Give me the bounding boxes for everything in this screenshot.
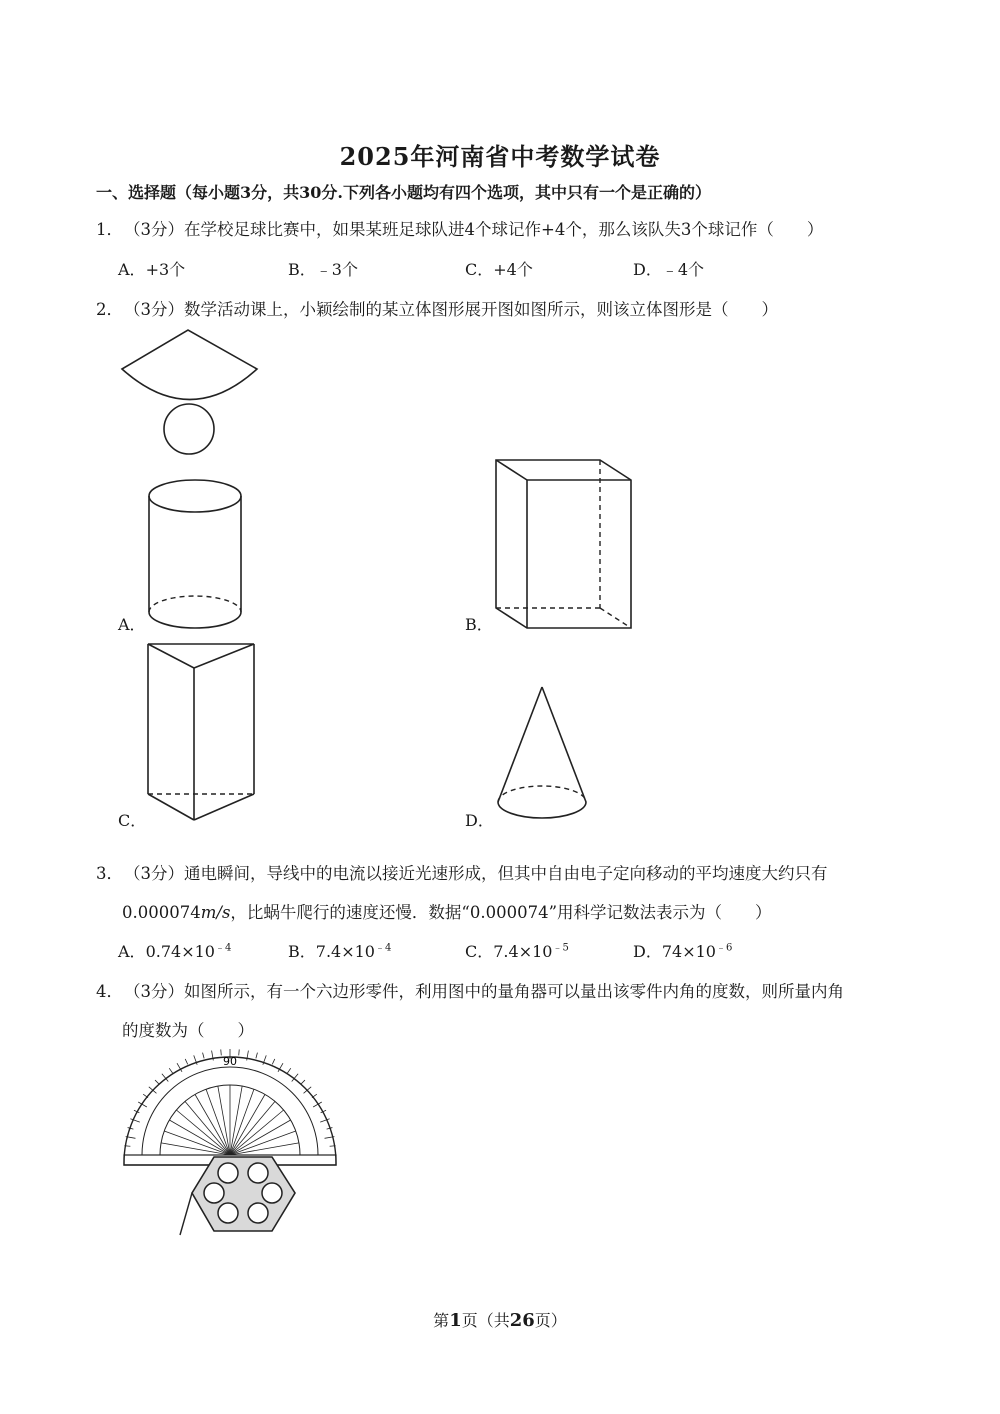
page-footer: 第1页（共26页） xyxy=(433,1310,567,1331)
q3-option-c[interactable]: C．$7.4\times 10^{﹣5}$ xyxy=(465,942,569,961)
q2-option-c[interactable]: C． xyxy=(118,811,147,830)
question-text: （3分）在学校足球比赛中，如果某班足球队进4个球记作+4个，那么该队失3个球记作（ ） xyxy=(124,220,824,239)
option-c-triangular-prism-figure xyxy=(144,640,264,825)
protractor-tick xyxy=(185,1059,188,1064)
section-header: 一、选择题（每小题3分，共30分.下列各小题均有四个选项，其中只有一个是正确的） xyxy=(96,183,711,202)
protractor-tick xyxy=(155,1080,159,1084)
page-number: 1 xyxy=(449,1310,462,1331)
protractor-tick xyxy=(272,1059,275,1064)
protractor-tick xyxy=(203,1053,205,1059)
protractor-tick xyxy=(301,1080,305,1084)
question-number: 2． xyxy=(96,300,123,319)
protractor-90-label: 90 xyxy=(223,1055,237,1068)
q1-option-a[interactable]: A．+3个 xyxy=(118,260,186,279)
q3-option-d[interactable]: D．$74\times 10^{﹣6}$ xyxy=(633,942,733,961)
option-d-cone-figure xyxy=(494,684,594,829)
q3-option-a[interactable]: A．$0.74\times 10^{﹣4}$ xyxy=(118,942,232,961)
question-text: （3分）如图所示，有一个六边形零件，利用图中的量角器可以量出该零件内角的度数，则所量内角 xyxy=(124,982,844,1001)
protractor-tick xyxy=(169,1068,172,1073)
protractor-tick xyxy=(287,1068,290,1073)
option-a-cylinder-figure xyxy=(140,478,250,628)
q2-option-d[interactable]: D． xyxy=(465,811,494,830)
question-3-continued: 0.000074m/s，比蜗牛爬行的速度还慢．数据“0.000074”用科学记数法表示为（ ） xyxy=(122,903,772,922)
question-2 xyxy=(96,298,778,322)
question-number: 4． xyxy=(96,982,123,1001)
protractor-tick xyxy=(239,1049,240,1055)
question-4 xyxy=(96,980,844,1004)
q1-option-d[interactable]: D．﹣4个 xyxy=(633,260,705,279)
q1-option-c[interactable]: C．+4个 xyxy=(465,260,533,279)
net-figure xyxy=(110,325,270,455)
total-pages: 26 xyxy=(509,1310,535,1331)
page-title: 2025年河南省中考数学试卷 xyxy=(339,142,661,171)
question-text: （3分）数学活动课上，小颖绘制的某立体图形展开图如图所示，则该立体图形是（ ） xyxy=(124,300,778,319)
option-b-cuboid-figure xyxy=(492,456,642,636)
q3-option-b[interactable]: B．$7.4\times 10^{﹣4}$ xyxy=(288,942,392,961)
protractor-tick xyxy=(330,1146,336,1147)
question-3 xyxy=(96,862,828,886)
q2-option-a[interactable]: A． xyxy=(118,615,146,634)
question-4-continued: 的度数为（ ） xyxy=(122,1021,254,1040)
q2-option-b[interactable]: B． xyxy=(465,615,493,634)
question-text: （3分）通电瞬间，导线中的电流以接近光速形成，但其中自由电子定向移动的平均速度大约只有 xyxy=(124,864,828,883)
protractor-tick xyxy=(221,1049,222,1055)
protractor-hexagon-figure xyxy=(112,1045,352,1245)
protractor-tick xyxy=(256,1053,258,1059)
q1-option-b[interactable]: B．﹣3个 xyxy=(288,260,358,279)
question-number: 1． xyxy=(96,220,123,239)
question-1 xyxy=(96,218,823,242)
protractor-tick xyxy=(124,1146,130,1147)
question-number: 3． xyxy=(96,864,123,883)
